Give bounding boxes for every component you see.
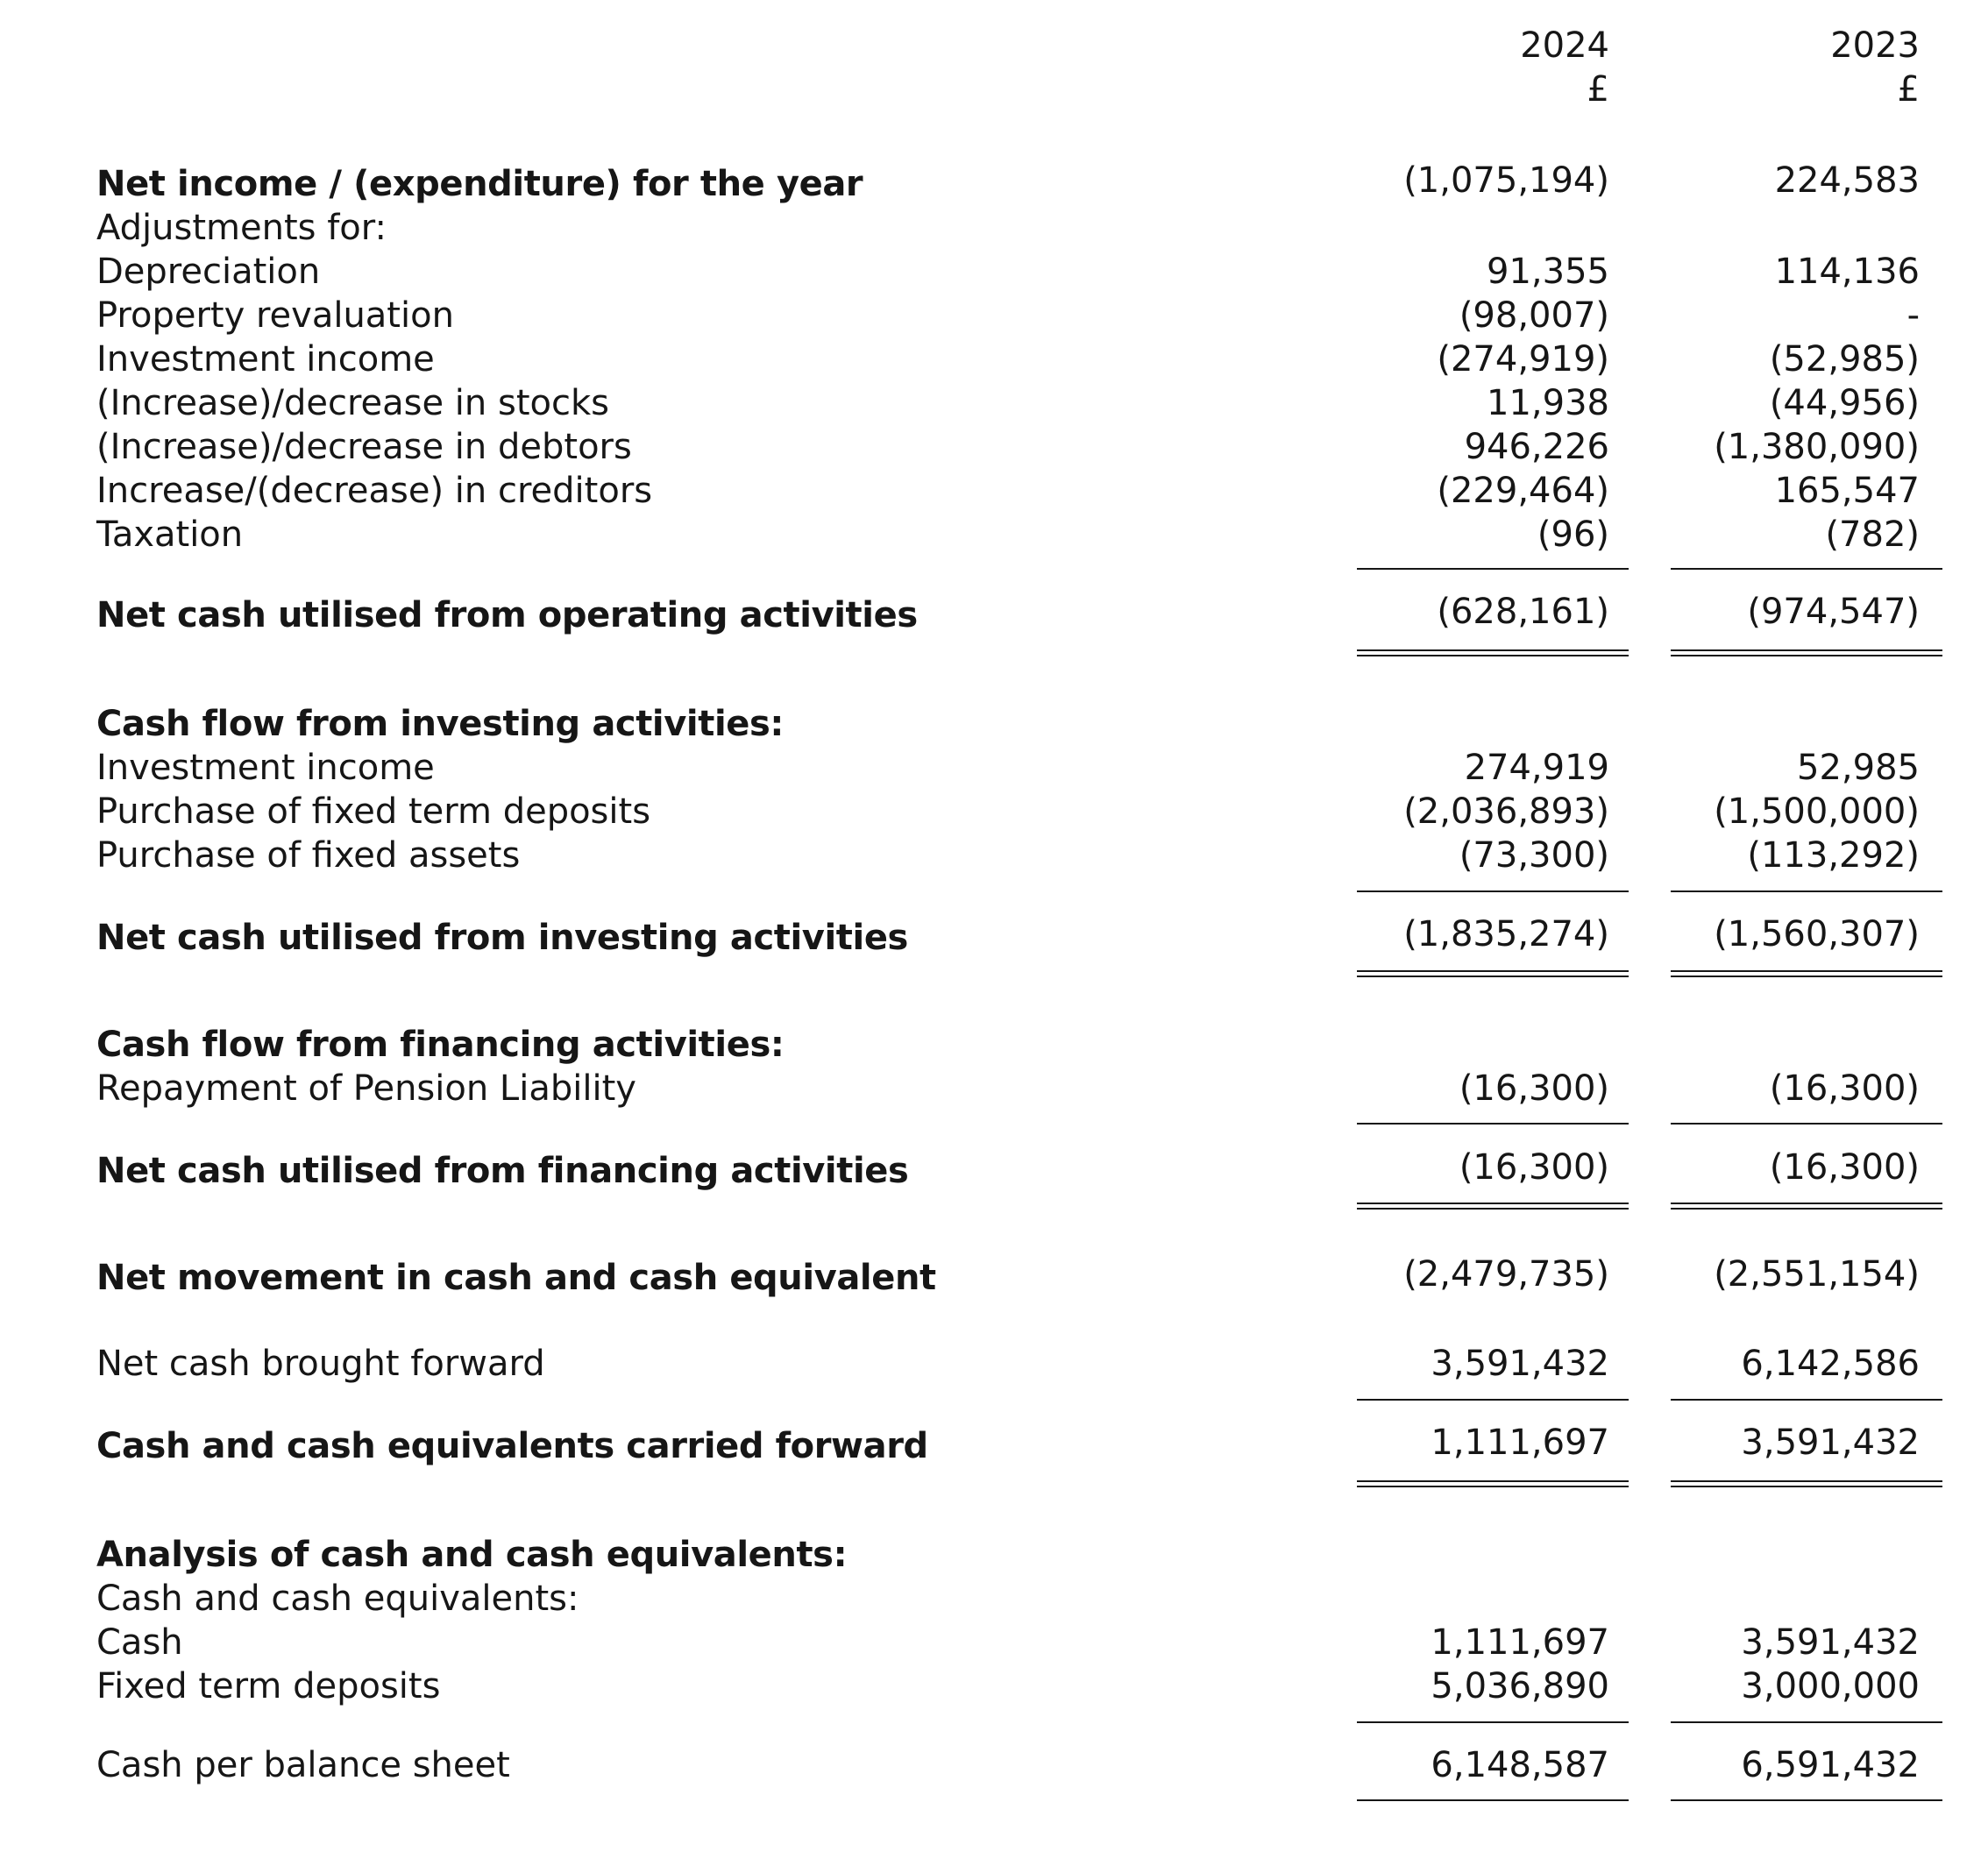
carried-forward-2023: 3,591,432 [1741,1423,1920,1463]
year-header-2023: 2023 [1830,25,1920,66]
analysis-subheading: Cash and cash equivalents: [96,1579,579,1619]
taxation-label: Taxation [96,514,244,555]
carried-forward-label: Cash and cash equivalents carried forward [96,1426,928,1466]
subtotal-rule [1671,1123,1942,1125]
depreciation-2023: 114,136 [1774,252,1920,292]
subtotal-rule [1671,568,1942,570]
investing-total-2024: (1,835,274) [1403,914,1609,954]
investment-income-2023: (52,985) [1769,339,1920,380]
creditors-label: Increase/(decrease) in creditors [96,471,653,511]
closing-rule [1671,1799,1942,1801]
fixed-term-deposits-purchase-label: Purchase of fixed term deposits [96,791,651,832]
debtors-label: (Increase)/decrease in debtors [96,427,632,467]
net-income-label: Net income / (expenditure) for the year [96,164,863,204]
subtotal-rule [1357,1399,1629,1401]
fixed-term-deposits-purchase-2024: (2,036,893) [1403,791,1609,832]
creditors-2023: 165,547 [1774,471,1920,511]
taxation-2024: (96) [1537,514,1609,555]
depreciation-label: Depreciation [96,252,321,292]
fixed-term-deposits-purchase-2023: (1,500,000) [1714,791,1920,832]
investing-income-2024: 274,919 [1464,748,1609,788]
stocks-2023: (44,956) [1769,383,1920,423]
depreciation-2024: 91,355 [1487,252,1609,292]
cash-2023: 3,591,432 [1741,1622,1920,1663]
total-double-rule [1671,1203,1942,1210]
financing-heading: Cash flow from financing activities: [96,1025,785,1065]
cash-label: Cash [96,1622,183,1663]
property-revaluation-2023: - [1906,295,1920,336]
currency-header-2023: £ [1897,69,1920,110]
financing-total-2023: (16,300) [1769,1147,1920,1188]
taxation-2023: (782) [1825,514,1920,555]
total-double-rule [1357,1203,1629,1210]
net-movement-2024: (2,479,735) [1403,1254,1609,1295]
pension-repayment-label: Repayment of Pension Liability [96,1068,636,1109]
subtotal-rule [1357,1721,1629,1723]
operating-total-2023: (974,547) [1747,592,1920,632]
pension-repayment-2024: (16,300) [1459,1068,1609,1109]
property-revaluation-label: Property revaluation [96,295,454,336]
debtors-2024: 946,226 [1464,427,1609,467]
closing-rule [1357,1799,1629,1801]
investment-income-label: Investment income [96,339,435,380]
cash-per-balance-sheet-2023: 6,591,432 [1741,1745,1920,1785]
investing-total-label: Net cash utilised from investing activities [96,918,908,958]
total-double-rule [1671,649,1942,656]
net-movement-label: Net movement in cash and cash equivalent [96,1258,936,1298]
property-revaluation-2024: (98,007) [1459,295,1609,336]
total-double-rule [1357,1480,1629,1487]
creditors-2024: (229,464) [1437,471,1609,511]
debtors-2023: (1,380,090) [1714,427,1920,467]
cash-per-balance-sheet-label: Cash per balance sheet [96,1745,510,1785]
net-income-2024: (1,075,194) [1403,160,1609,201]
total-double-rule [1671,970,1942,977]
currency-header-2024: £ [1587,69,1609,110]
subtotal-rule [1357,1123,1629,1125]
operating-total-2024: (628,161) [1437,592,1609,632]
subtotal-rule [1357,568,1629,570]
financing-total-label: Net cash utilised from financing activities [96,1151,909,1191]
fixed-term-deposits-2024: 5,036,890 [1431,1666,1609,1706]
total-double-rule [1671,1480,1942,1487]
investing-income-2023: 52,985 [1797,748,1920,788]
fixed-assets-purchase-label: Purchase of fixed assets [96,835,521,876]
fixed-term-deposits-label: Fixed term deposits [96,1666,441,1706]
brought-forward-label: Net cash brought forward [96,1344,545,1384]
subtotal-rule [1671,1721,1942,1723]
brought-forward-2023: 6,142,586 [1741,1344,1920,1384]
financing-total-2024: (16,300) [1459,1147,1609,1188]
year-header-2024: 2024 [1520,25,1609,66]
stocks-label: (Increase)/decrease in stocks [96,383,609,423]
investing-heading: Cash flow from investing activities: [96,704,784,744]
fixed-assets-purchase-2024: (73,300) [1459,835,1609,876]
cash-2024: 1,111,697 [1431,1622,1609,1663]
fixed-assets-purchase-2023: (113,292) [1747,835,1920,876]
net-income-2023: 224,583 [1774,160,1920,201]
total-double-rule [1357,649,1629,656]
analysis-heading: Analysis of cash and cash equivalents: [96,1535,848,1575]
net-movement-2023: (2,551,154) [1714,1254,1920,1295]
investment-income-2024: (274,919) [1437,339,1609,380]
investing-income-label: Investment income [96,748,435,788]
operating-total-label: Net cash utilised from operating activities [96,595,918,635]
adjustments-label: Adjustments for: [96,208,387,248]
pension-repayment-2023: (16,300) [1769,1068,1920,1109]
subtotal-rule [1671,1399,1942,1401]
total-double-rule [1357,970,1629,977]
carried-forward-2024: 1,111,697 [1431,1423,1609,1463]
subtotal-rule [1357,890,1629,892]
brought-forward-2024: 3,591,432 [1431,1344,1609,1384]
cash-per-balance-sheet-2024: 6,148,587 [1431,1745,1609,1785]
stocks-2024: 11,938 [1487,383,1609,423]
fixed-term-deposits-2023: 3,000,000 [1741,1666,1920,1706]
subtotal-rule [1671,890,1942,892]
investing-total-2023: (1,560,307) [1714,914,1920,954]
